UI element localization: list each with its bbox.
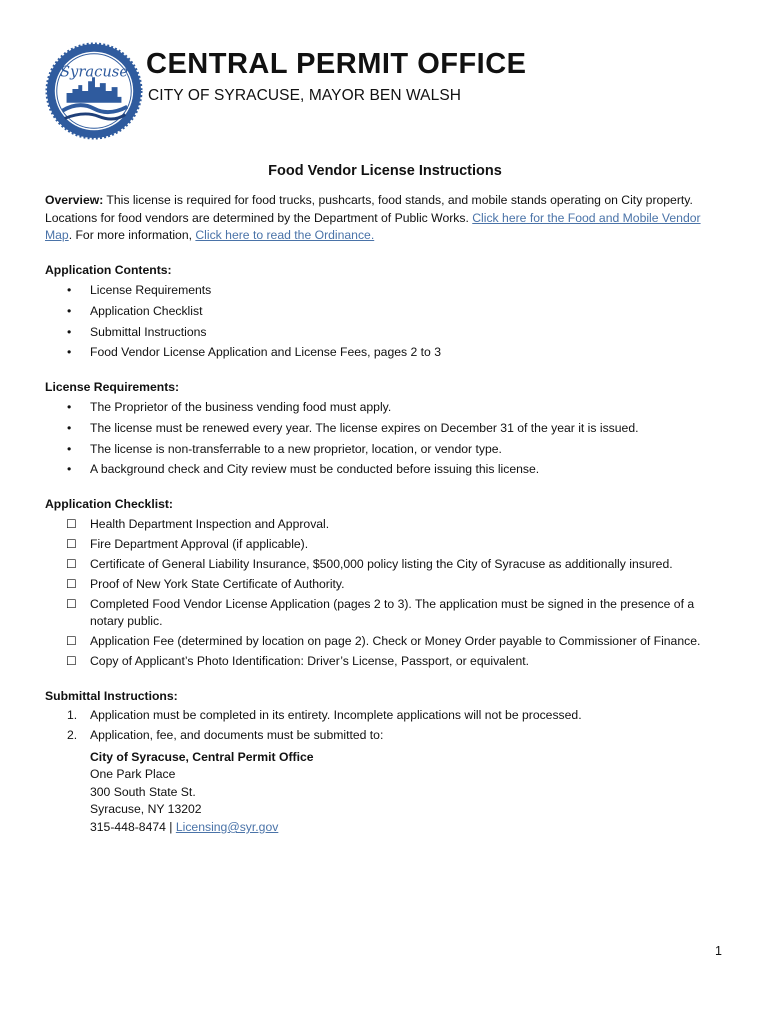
address-line-1: One Park Place xyxy=(90,767,176,782)
vendor-map-link[interactable]: Click here for the Food and Mobile Vendor Map xyxy=(45,210,701,243)
address-name: City of Syracuse, Central Permit Office xyxy=(90,749,314,764)
application-checklist xyxy=(45,516,725,671)
office-title: CENTRAL PERMIT OFFICE xyxy=(146,48,527,80)
checklist-item: ☐ Certificate of General Liability Insurance, $500,000 policy listing the City of Syracuse as additionally insured. xyxy=(45,556,725,574)
document-body xyxy=(45,192,725,837)
list-item: • The Proprietor of the business vending food must apply. xyxy=(67,400,392,415)
step-item: 2. Application, fee, and documents must be submitted to: xyxy=(67,727,384,742)
application-contents-list xyxy=(45,282,725,361)
email-link[interactable]: Licensing@syr.gov xyxy=(175,819,279,834)
checkbox-icon: ☐ xyxy=(66,516,77,531)
phone-number: 315-448-8474 | xyxy=(90,819,176,834)
submittal-instructions-heading: Submittal Instructions: xyxy=(45,688,178,703)
overview-paragraph xyxy=(45,192,725,245)
step-item: 1. Application must be completed in its entirety. Incomplete applications will not be processed. xyxy=(67,708,582,723)
submittal-steps xyxy=(45,707,725,744)
application-checklist-heading: Application Checklist: xyxy=(45,496,173,511)
address-line-2: 300 South State St. xyxy=(90,784,196,799)
checkbox-icon: ☐ xyxy=(66,654,77,669)
office-subtitle: CITY OF SYRACUSE, MAYOR BEN WALSH xyxy=(148,87,462,104)
list-item: • Application Checklist xyxy=(67,303,203,318)
overview-text-1: This license is required for food trucks, pushcarts, food stands, and mobile stands operating on City property. Locations for food vendors are determined by the Department of Public Works. xyxy=(45,193,693,225)
overview-text-2: . For more information, xyxy=(68,228,196,243)
list-item: • License Requirements xyxy=(67,283,212,298)
page-number: 1 xyxy=(715,944,722,958)
list-item: • Submittal Instructions xyxy=(67,324,207,339)
contact-line xyxy=(90,819,725,837)
checklist-item: ☐ Copy of Applicant’s Photo Identification: Driver’s License, Passport, or equivalent. xyxy=(45,653,725,671)
checklist-item: ☐ Application Fee (determined by location on page 2). Check or Money Order payable to Commissioner of Finance. xyxy=(45,633,725,651)
list-item: • The license must be renewed every year. The license expires on December 31 of the year it is issued. xyxy=(67,420,639,435)
checklist-item: ☐ Proof of New York State Certificate of Authority. xyxy=(45,576,725,594)
license-requirements-heading: License Requirements: xyxy=(45,379,180,394)
overview-label: Overview: xyxy=(45,193,104,207)
mailing-address xyxy=(45,749,725,837)
checklist-item: ☐ Health Department Inspection and Approval. xyxy=(45,516,725,534)
letterhead xyxy=(45,42,745,142)
list-item: • Food Vendor License Application and License Fees, pages 2 to 3 xyxy=(67,345,441,360)
document-title: Food Vendor License Instructions xyxy=(268,163,502,179)
list-item: • The license is non-transferrable to a new proprietor, location, or vendor type. xyxy=(67,441,502,456)
checklist-item: ☐ Fire Department Approval (if applicable). xyxy=(45,536,725,554)
checkbox-icon: ☐ xyxy=(66,556,77,571)
application-contents-heading: Application Contents: xyxy=(45,262,172,277)
checkbox-icon: ☐ xyxy=(66,536,77,551)
svg-text:Syracuse: Syracuse xyxy=(59,63,129,81)
city-of-syracuse-seal xyxy=(45,42,143,140)
checklist-item: ☐ Completed Food Vendor License Application (pages 2 to 3). The application must be signed in the presence of a notary public. xyxy=(66,596,695,629)
list-item: • A background check and City review must be conducted before issuing this license. xyxy=(67,462,540,477)
address-line-3: Syracuse, NY 13202 xyxy=(90,802,202,817)
checkbox-icon: ☐ xyxy=(66,596,77,611)
checkbox-icon: ☐ xyxy=(66,576,77,591)
checkbox-icon: ☐ xyxy=(66,634,77,649)
license-requirements-list xyxy=(45,399,725,478)
ordinance-link[interactable]: Click here to read the Ordinance. xyxy=(195,228,375,243)
